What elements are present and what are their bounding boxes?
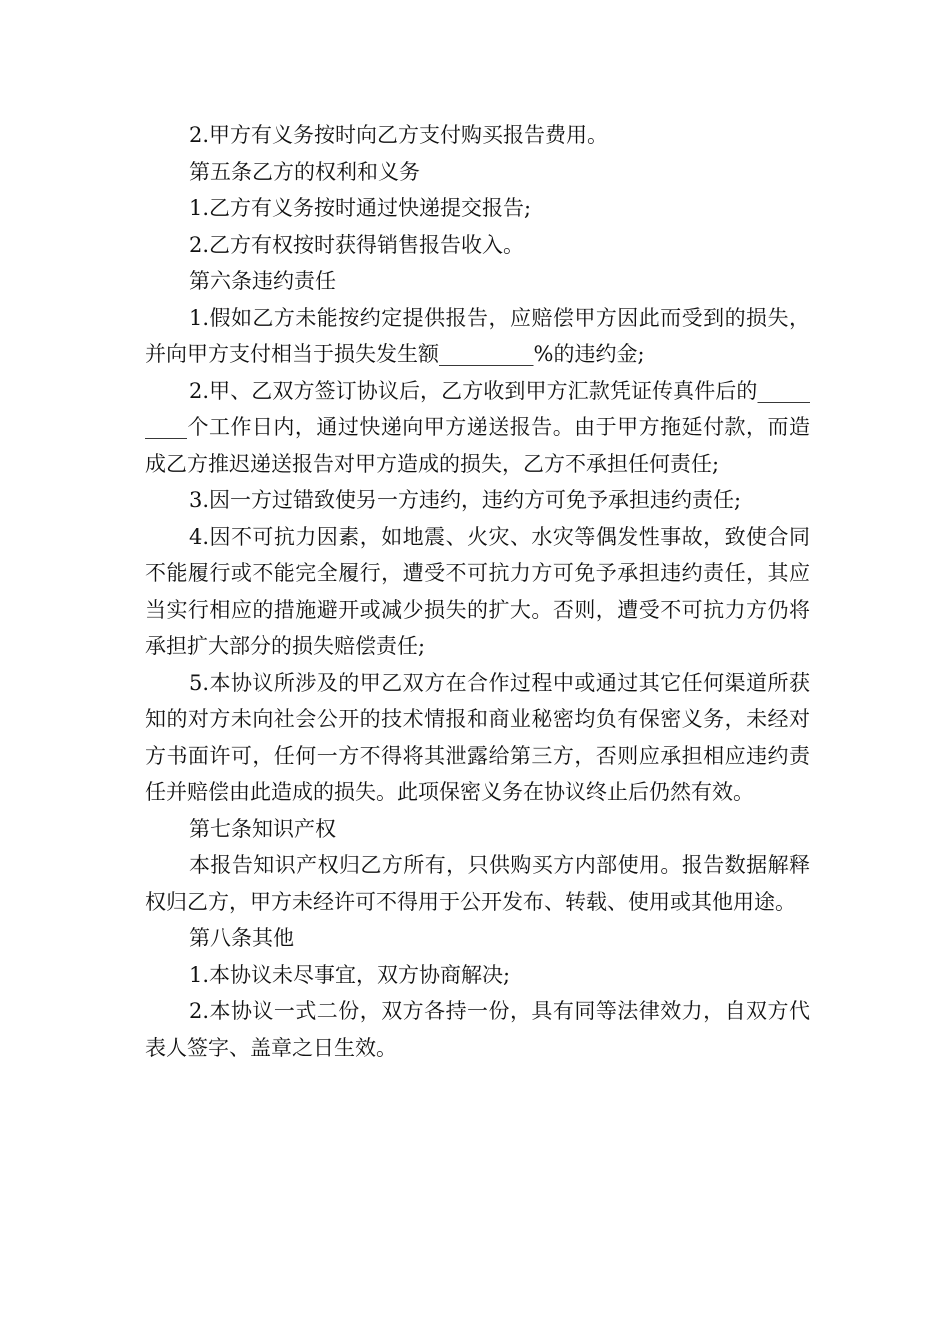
paragraph-force-majeure: 4.因不可抗力因素，如地震、火灾、水灾等偶发性事故，致使合同不能履行或不能完全履行，遭受不可抗力方可免予承担违约责任，其应当实行相应的措施避开或减少损失的扩大。否则，遭受不可抗力方仍将承担扩大部分的损失赔偿责任; [145, 524, 810, 658]
paragraph-seller-delivery-duty: 1.乙方有义务按时通过快递提交报告; [189, 196, 532, 220]
paragraph-fault-exemption: 3.因一方过错致使另一方违约，违约方可免予承担违约责任; [189, 488, 742, 512]
document-body [145, 117, 810, 1066]
paragraph-buyer-payment-duty: 2.甲方有义务按时向乙方支付购买报告费用。 [189, 123, 609, 147]
paragraph-intellectual-property: 本报告知识产权归乙方所有，只供购买方内部使用。报告数据解释权归乙方，甲方未经许可不得用于公开发布、转载、使用或其他用途。 [145, 853, 810, 914]
paragraph-confidentiality: 5.本协议所涉及的甲乙双方在合作过程中或通过其它任何渠道所获知的对方未向社会公开的技术情报和商业秘密均负有保密义务，未经对方书面许可，任何一方不得将其泄露给第三方，否则应承担相应违约责任并赔偿由此造成的损失。此项保密义务在协议终止后仍然有效。 [145, 670, 810, 804]
paragraph-copies-effectiveness: 2.本协议一式二份，双方各持一份，具有同等法律效力，自双方代表人签字、盖章之日生效。 [145, 999, 810, 1060]
paragraph-unresolved-matters: 1.本协议未尽事宜，双方协商解决; [189, 962, 511, 987]
article-6-heading: 第六条违约责任 [189, 269, 336, 293]
paragraph-seller-income-right: 2.乙方有权按时获得销售报告收入。 [189, 232, 525, 257]
article-8-heading: 第八条其他 [189, 926, 294, 950]
article-5-heading: 第五条乙方的权利和义务 [189, 159, 420, 184]
article-7-heading: 第七条知识产权 [189, 816, 336, 841]
paragraph-delivery-timeline: 2.甲、乙双方签订协议后，乙方收到甲方汇款凭证传真件后的_________个工作日内，通过快递向甲方递送报告。由于甲方拖延付款，而造成乙方推迟递送报告对甲方造成的损失，乙方不承担任何责任; [145, 378, 810, 476]
paragraph-breach-penalty: 1.假如乙方未能按约定提供报告，应赔偿甲方因此而受到的损失，并向甲方支付相当于损失发生额_________%的违约金; [145, 305, 810, 366]
